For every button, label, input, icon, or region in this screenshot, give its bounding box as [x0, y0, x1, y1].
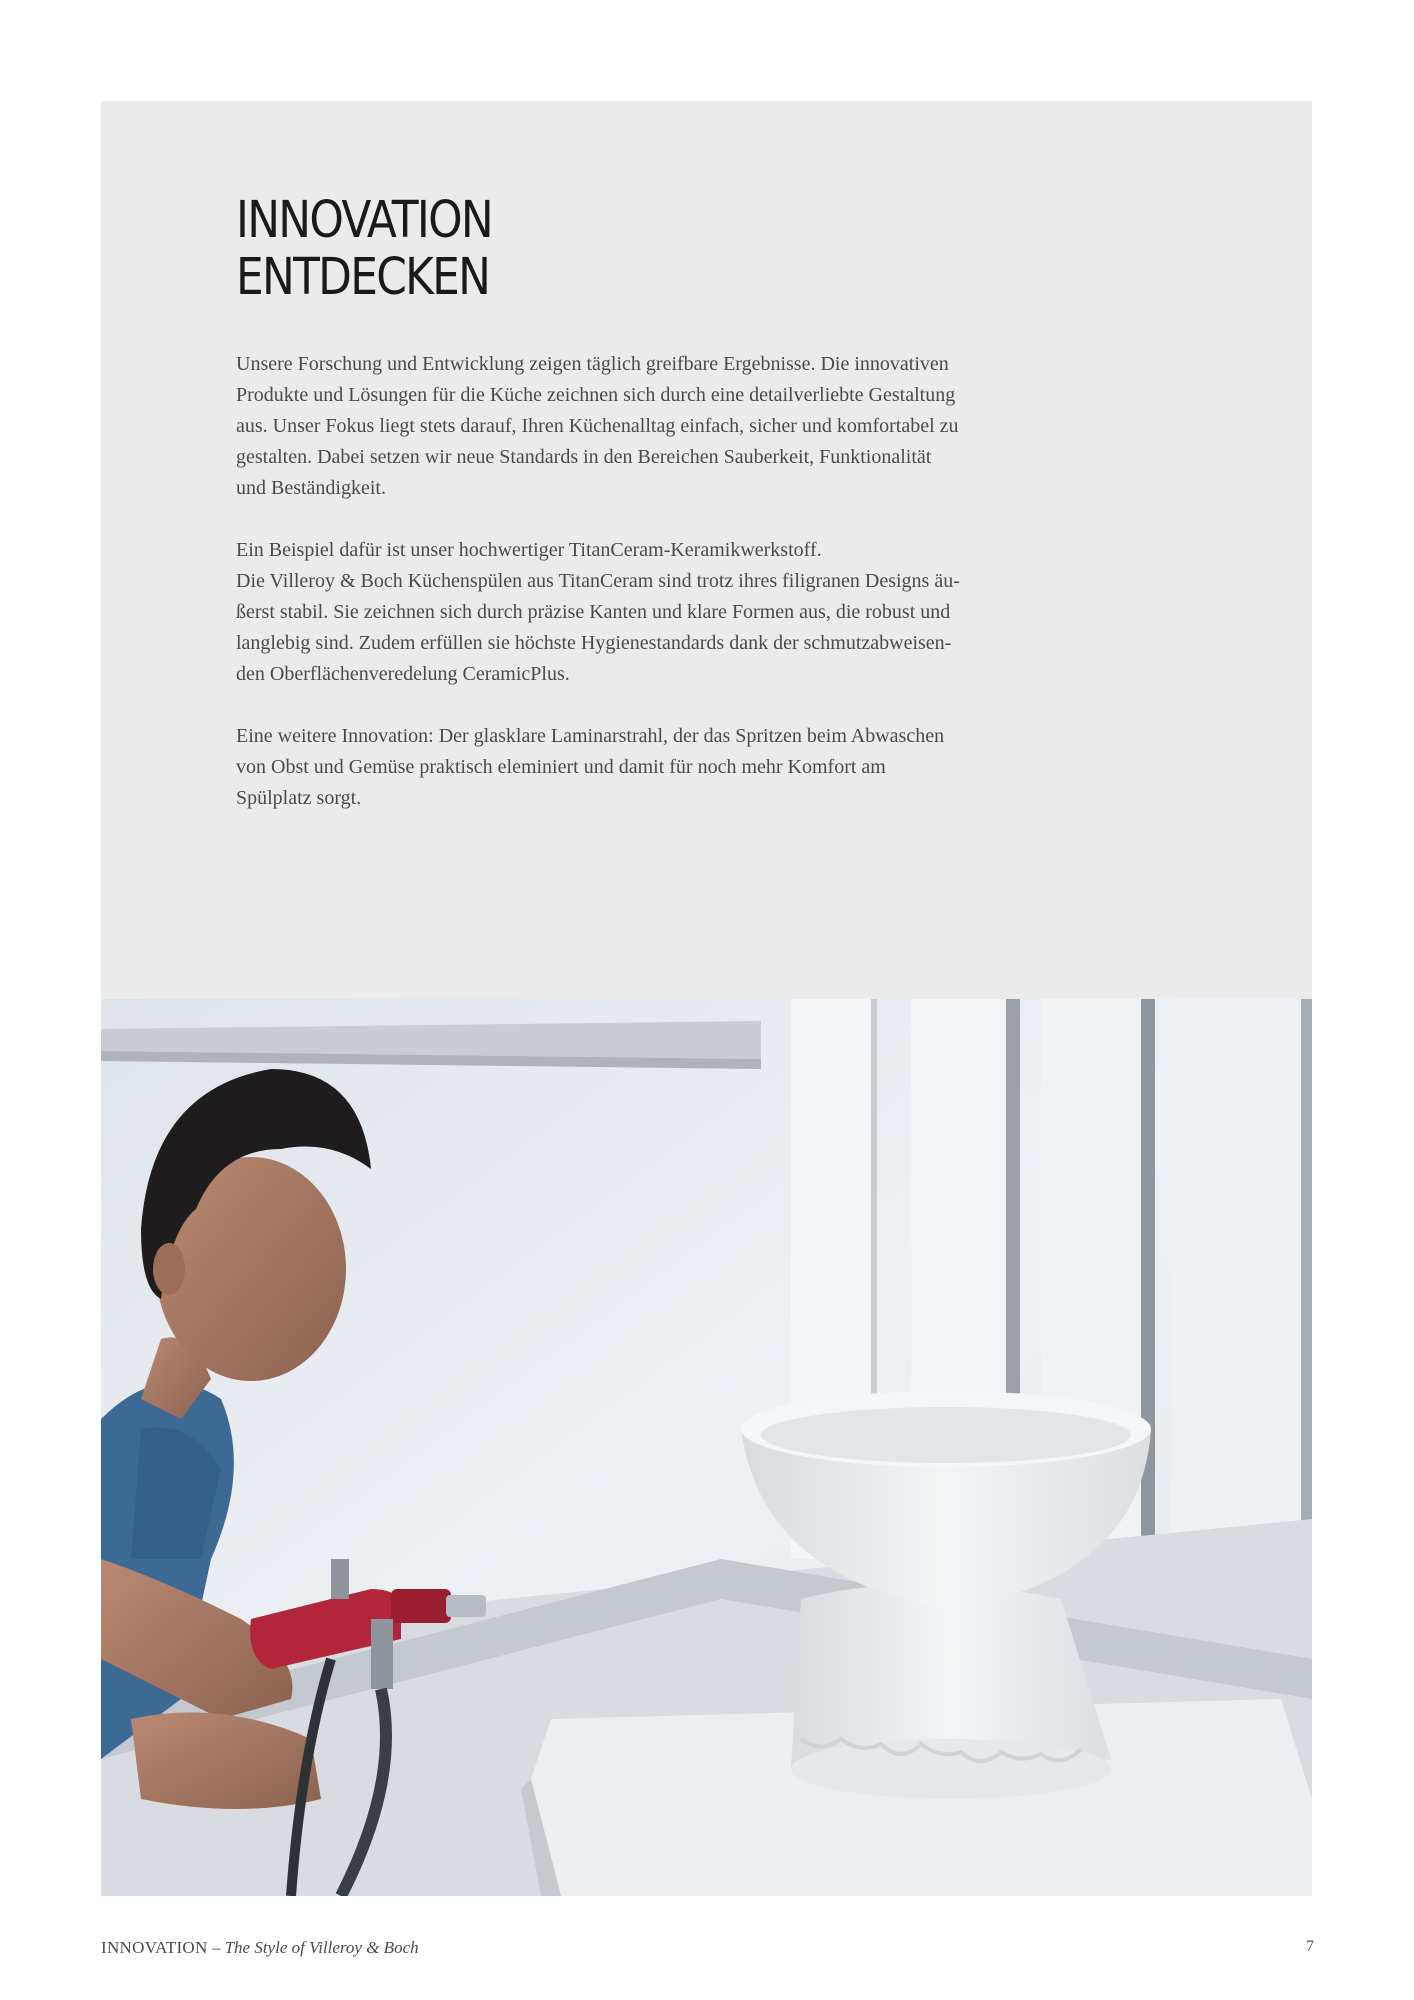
footer-separator: – [207, 1938, 225, 1957]
text-line: langlebig sind. Zudem erfüllen sie höchste Hygienestandards dank der schmutzabweisen- [236, 632, 952, 654]
body-copy [236, 349, 1036, 845]
paragraph-1 [236, 349, 1036, 504]
page-title [236, 192, 492, 306]
text-line: gestalten. Dabei setzen wir neue Standards in den Bereichen Sauberkeit, Funktionalität [236, 446, 932, 468]
text-line: Produkte und Lösungen für die Küche zeichnen sich durch eine detailverliebte Gestaltung [236, 384, 956, 406]
text-line: und Beständigkeit. [236, 477, 386, 499]
paragraph-3 [236, 721, 1036, 814]
text-line: ßerst stabil. Sie zeichnen sich durch präzise Kanten und klare Formen aus, die robust und [236, 601, 951, 623]
page-number: 7 [1306, 1938, 1314, 1955]
text-line: aus. Unser Fokus liegt stets darauf, Ihren Küchenalltag einfach, sicher und komfortabel zu [236, 415, 959, 437]
title-line-2: ENTDECKEN [236, 248, 490, 307]
text-line: Spülplatz sorgt. [236, 787, 362, 809]
text-line: Unsere Forschung und Entwicklung zeigen täglich greifbare Ergebnisse. Die innovativen [236, 353, 949, 375]
text-line: Die Villeroy & Boch Küchenspülen aus TitanCeram sind trotz ihres filigranen Designs äu- [236, 570, 960, 592]
footer-subtitle: The Style of Villeroy & Boch [224, 1938, 419, 1957]
text-line: Ein Beispiel dafür ist unser hochwertiger TitanCeram-Keramikwerkstoff. [236, 539, 822, 561]
text-line: von Obst und Gemüse praktisch eleminiert und damit für noch mehr Komfort am [236, 756, 886, 778]
text-line: den Oberflächenveredelung CeramicPlus. [236, 663, 570, 685]
footer-title [101, 1938, 419, 1958]
workshop-photo [101, 999, 1312, 1896]
paragraph-2 [236, 535, 1036, 690]
text-line: Eine weitere Innovation: Der glasklare Laminarstrahl, der das Spritzen beim Abwaschen [236, 725, 945, 747]
footer-section: INNOVATION [101, 1938, 208, 1957]
title-line-1: INNOVATION [236, 191, 492, 250]
